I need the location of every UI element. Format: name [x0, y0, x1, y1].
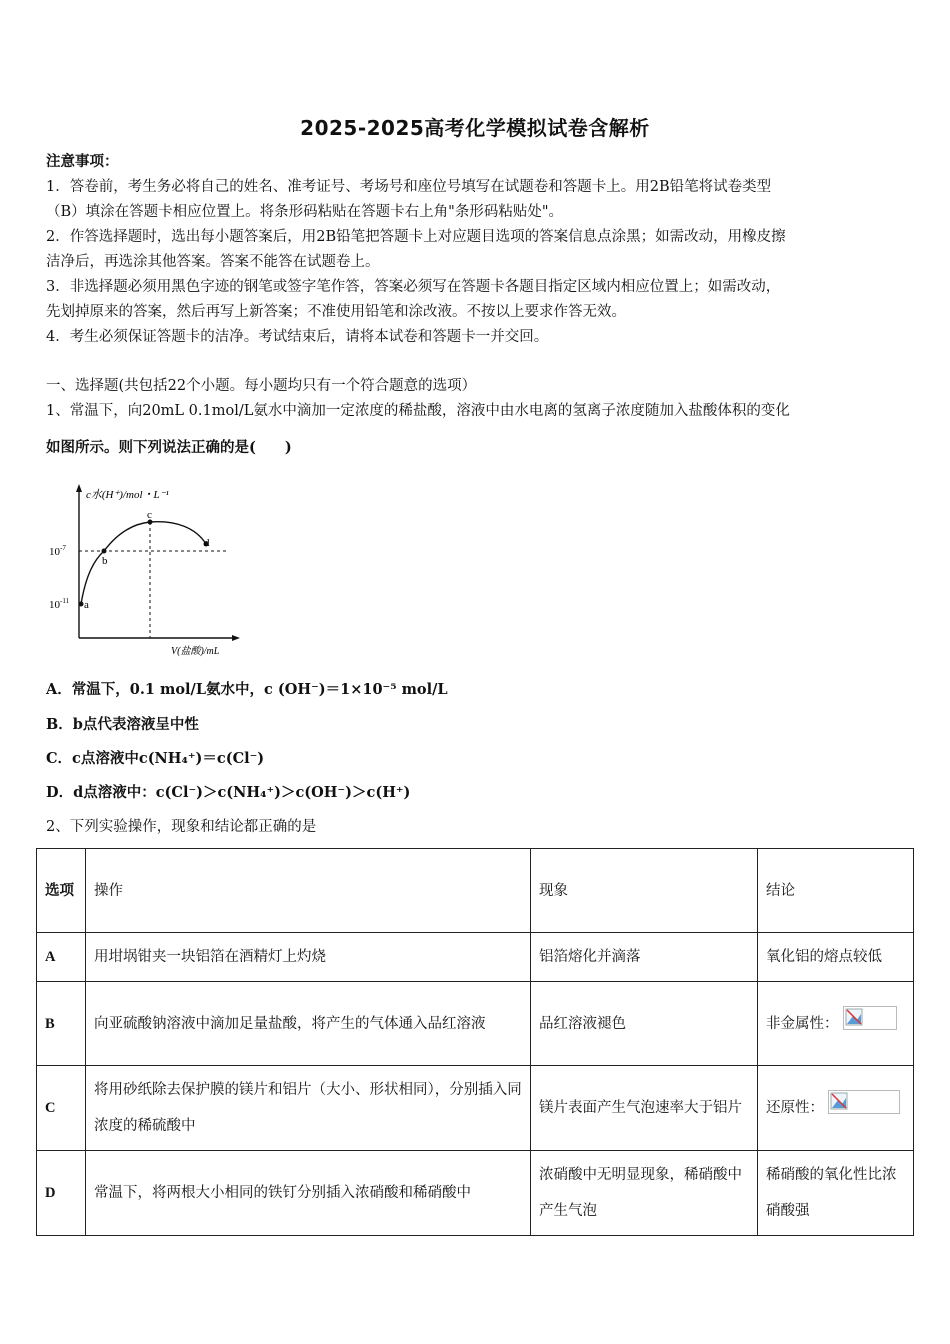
q1-option-d: D．d点溶液中：c(Cl⁻)＞c(NH₄⁺)＞c(OH⁻)＞c(H⁺)	[46, 784, 411, 801]
notice-line: 洁净后，再选涂其他答案。答案不能答在试题卷上。	[46, 254, 380, 270]
row-conclusion	[758, 1066, 914, 1151]
broken-image-icon	[843, 1006, 897, 1030]
row-operation: 将用砂纸除去保护膜的镁片和铝片（大小、形状相同），分别插入同浓度的稀硫酸中	[86, 1066, 531, 1151]
q2-table	[36, 848, 914, 1236]
q1-option-b: B．b点代表溶液呈中性	[46, 716, 199, 733]
q1-option-c: C．c点溶液中c(NH₄⁺)＝c(Cl⁻)	[46, 750, 265, 767]
label-d: d	[204, 537, 210, 549]
row-option: B	[37, 982, 86, 1066]
tick-1e-7: $10^{-7}$	[49, 544, 66, 558]
row-operation: 向亚硫酸钠溶液中滴加足量盐酸，将产生的气体通入品红溶液	[86, 982, 531, 1066]
tick-1e-11: $10^{-11}$	[49, 597, 70, 611]
point-b	[102, 549, 107, 554]
table-row	[37, 1151, 914, 1236]
notice-line: 3．非选择题必须用黑色字迹的钢笔或签字笔作答，答案必须写在答题卡各题目指定区域内相应位置上；如需改动，	[46, 279, 781, 295]
header-conclusion: 结论	[758, 849, 914, 933]
header-phenomenon: 现象	[531, 849, 758, 933]
broken-image-icon	[828, 1090, 900, 1114]
row-phenomenon: 镁片表面产生气泡速率大于铝片	[531, 1066, 758, 1151]
q1-graph	[46, 480, 256, 660]
row-operation: 用坩埚钳夹一块铝箔在酒精灯上灼烧	[86, 933, 531, 982]
notice-line: 2．作答选择题时，选出每小题答案后，用2B铅笔把答题卡上对应题目选项的答案信息点涂黑；如需改动，用橡皮擦	[46, 229, 786, 245]
row-conclusion: 稀硝酸的氧化性比浓硝酸强	[758, 1151, 914, 1236]
conclusion-text: 还原性：	[766, 1100, 824, 1116]
notice-heading: 注意事项：	[46, 153, 119, 170]
y-axis-arrow-icon	[76, 484, 82, 492]
x-axis-arrow-icon	[232, 635, 240, 641]
header-operation: 操作	[86, 849, 531, 933]
x-axis-label: V(盐酸)/mL	[171, 646, 220, 657]
q1-option-a: A．常温下，0.1 mol/L氨水中，c (OH⁻)＝1×10⁻⁵ mol/L	[46, 681, 448, 698]
label-c: c	[147, 509, 152, 521]
notice-line: 先划掉原来的答案，然后再写上新答案；不准使用铅笔和涂改液。不按以上要求作答无效。	[46, 304, 626, 320]
q2-stem: 2、下列实验操作，现象和结论都正确的是	[46, 819, 317, 835]
row-conclusion: 氧化铝的熔点较低	[758, 933, 914, 982]
row-phenomenon: 品红溶液褪色	[531, 982, 758, 1066]
notice-line: （B）填涂在答题卡相应位置上。将条形码粘贴在答题卡右上角"条形码粘贴处"。	[46, 204, 563, 220]
page-title: 2025-2025高考化学模拟试卷含解析	[300, 116, 650, 140]
table-header-row	[37, 849, 914, 933]
header-option: 选项	[37, 849, 86, 933]
row-operation: 常温下，将两根大小相同的铁钉分别插入浓硝酸和稀硝酸中	[86, 1151, 531, 1236]
q1-stem-line2: 如图所示。则下列说法正确的是( )	[46, 439, 292, 456]
conclusion-text: 非金属性：	[766, 1015, 839, 1032]
notice-line: 1．答卷前，考生务必将自己的姓名、准考证号、考场号和座位号填写在试题卷和答题卡上。用2B铅笔将试卷类型	[46, 179, 772, 195]
table-row	[37, 982, 914, 1066]
point-a	[79, 602, 84, 607]
label-b: b	[102, 555, 108, 567]
row-phenomenon: 浓硝酸中无明显现象，稀硝酸中产生气泡	[531, 1151, 758, 1236]
notice-line: 4．考生必须保证答题卡的洁净。考试结束后，请将本试卷和答题卡一并交回。	[46, 329, 549, 345]
row-conclusion	[758, 982, 914, 1066]
row-phenomenon: 铝箔熔化并滴落	[531, 933, 758, 982]
row-option: D	[37, 1151, 86, 1236]
table-row	[37, 1066, 914, 1151]
section-heading: 一、选择题(共包括22个小题。每小题均只有一个符合题意的选项）	[46, 378, 477, 394]
curve	[81, 522, 206, 604]
row-option: A	[37, 933, 86, 982]
row-option: C	[37, 1066, 86, 1151]
table-row	[37, 933, 914, 982]
q1-stem-line1: 1、常温下，向20mL 0.1mol/L氨水中滴加一定浓度的稀盐酸，溶液中由水电离的氢离子浓度随加入盐酸体积的变化	[46, 403, 790, 419]
label-a: a	[84, 599, 89, 611]
y-axis-label: c水(H⁺)/mol・L⁻¹	[86, 489, 169, 501]
